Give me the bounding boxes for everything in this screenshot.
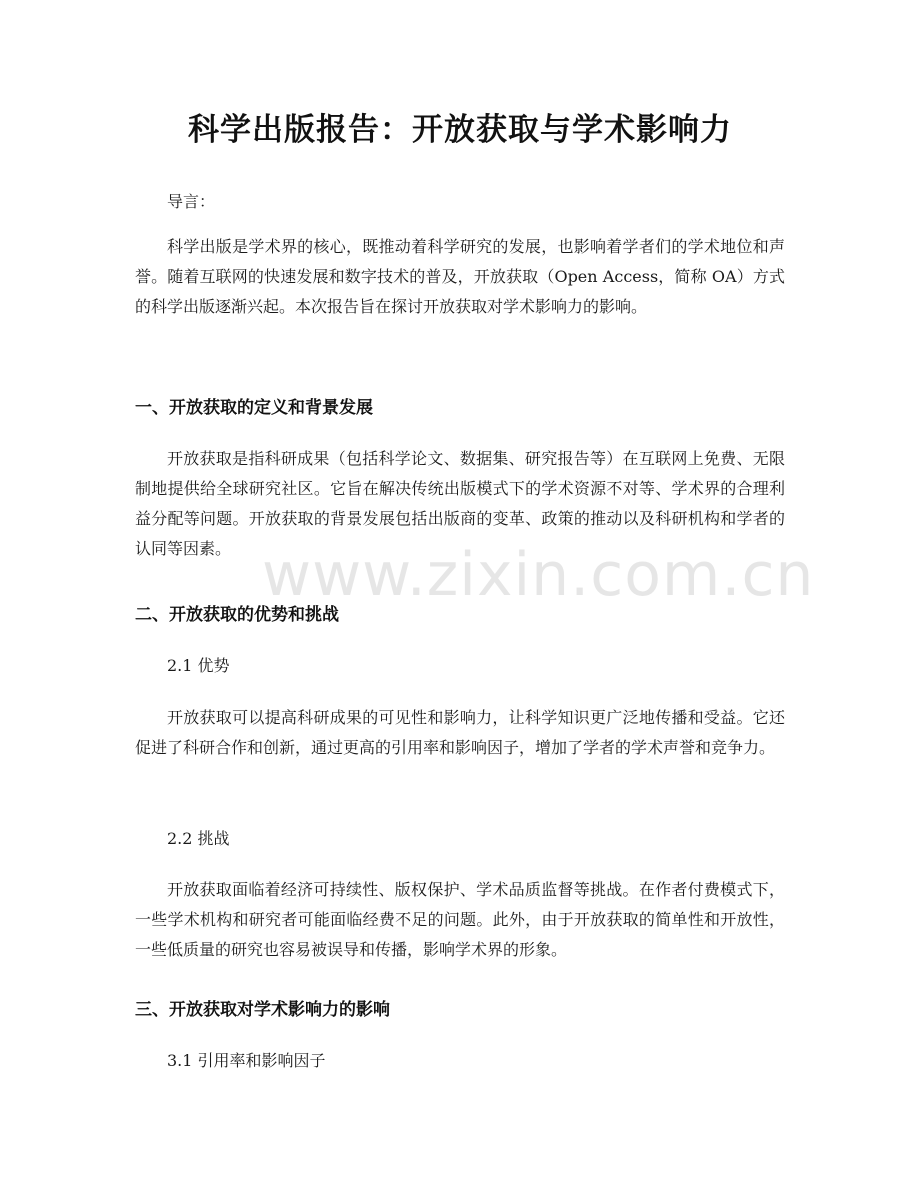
section2-sub2-paragraph: 开放获取面临着经济可持续性、版权保护、学术品质监督等挑战。在作者付费模式下，一些学术机构和研究者可能面临经费不足的问题。此外，由于开放获取的简单性和开放性，一些低质量的研究也容易被误导和传播，影响学术界的形象。 (135, 880, 785, 959)
section2-heading: 二、开放获取的优势和挑战 (135, 605, 339, 625)
section1-heading: 一、开放获取的定义和背景发展 (135, 398, 373, 418)
watermark: www.zixin.com.cn (262, 540, 815, 610)
section2-sub2-heading: 2.2 挑战 (167, 829, 230, 848)
intro-paragraph: 科学出版是学术界的核心，既推动着科学研究的发展，也影响着学者们的学术地位和声誉。随着互联网的快速发展和数字技术的普及，开放获取（Open Access，简称 OA）方式的科学出版逐渐兴起。本次报告旨在探讨开放获取对学术影响力的影响。 (135, 237, 785, 316)
section2-sub1-heading: 2.1 优势 (167, 656, 230, 675)
intro-label: 导言： (167, 192, 216, 211)
page-title: 科学出版报告：开放获取与学术影响力 (188, 112, 732, 148)
section3-sub1-heading: 3.1 引用率和影响因子 (167, 1051, 326, 1070)
section2-sub1-paragraph: 开放获取可以提高科研成果的可见性和影响力，让科学知识更广泛地传播和受益。它还促进了科研合作和创新，通过更高的引用率和影响因子，增加了学者的学术声誉和竞争力。 (135, 708, 785, 757)
section1-paragraph: 开放获取是指科研成果（包括科学论文、数据集、研究报告等）在互联网上免费、无限制地提供给全球研究社区。它旨在解决传统出版模式下的学术资源不对等、学术界的合理利益分配等问题。开放获取的背景发展包括出版商的变革、政策的推动以及科研机构和学者的认同等因素。 (135, 449, 785, 558)
section3-heading: 三、开放获取对学术影响力的影响 (135, 1000, 390, 1020)
